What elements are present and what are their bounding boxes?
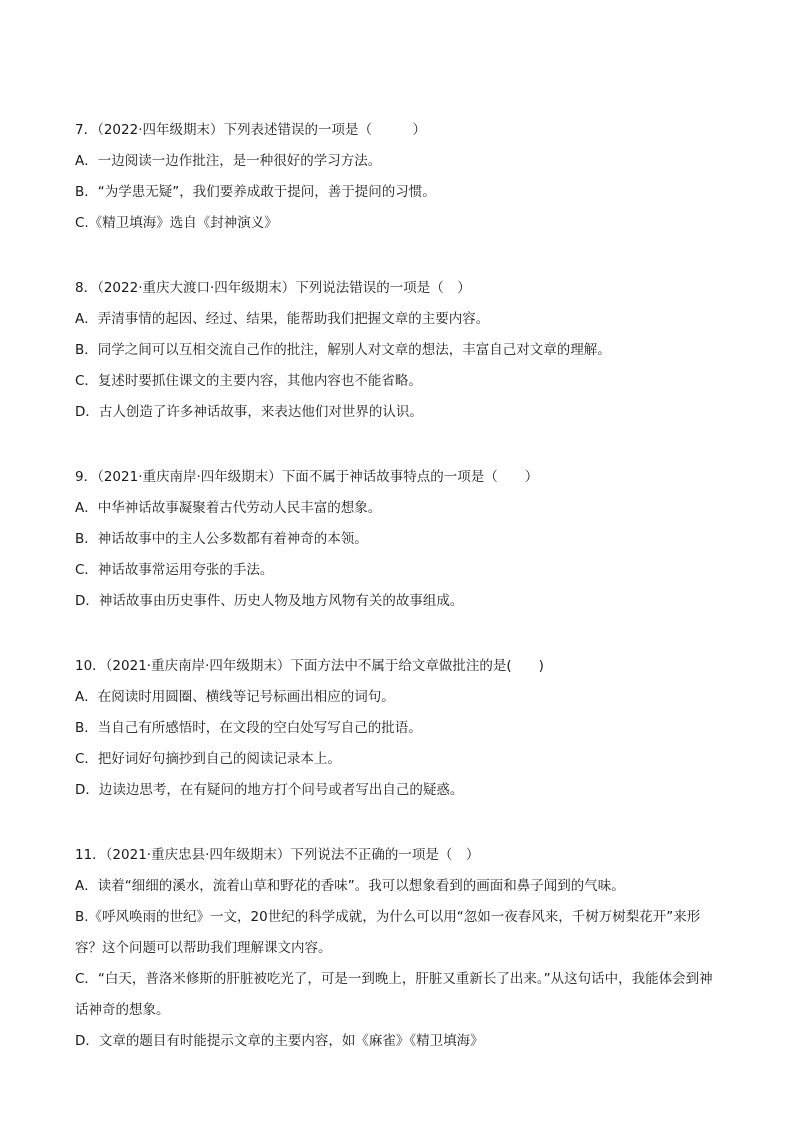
- question-title: 8．（2022·重庆大渡口·四年级期末）下列说法错误的一项是（ ）: [75, 280, 471, 296]
- option-c: C．把好词好句摘抄到自己的阅读记录本上。: [75, 751, 341, 767]
- option-b: B.《呼风唤雨的世纪》一文，20世纪的科学成就，为什么可以用“忽如一夜春风来，千树万树梨花开”来形容？这个问题可以帮助我们理解课文内容。: [75, 909, 701, 956]
- option-b: B．神话故事中的主人公多数都有着神奇的本领。: [75, 531, 368, 547]
- option-a: A．中华神话故事凝聚着古代劳动人民丰富的想象。: [75, 500, 382, 516]
- question-title: 7．（2022·四年级期末）下列表述错误的一项是（ ）: [75, 122, 426, 138]
- option-c: C．“白天，普洛米修斯的肝脏被吃光了，可是一到晚上，肝脏又重新长了出来。”从这句话中，我能体会到神话神奇的想象。: [75, 971, 713, 1018]
- option-b: B．当自己有所感悟时，在文段的空白处写写自己的批语。: [75, 720, 422, 736]
- question-11: [75, 840, 725, 1057]
- option-c: C.《精卫填海》选自《封神演义》: [75, 215, 278, 231]
- question-8: [75, 273, 725, 428]
- question-title: 11．（2021·重庆忠县·四年级期末）下列说法不正确的一项是（ ）: [75, 847, 480, 863]
- option-b: B．“为学患无疑”，我们要养成敢于提问，善于提问的习惯。: [75, 184, 436, 200]
- option-a: A．弄清事情的起因、经过、结果，能帮助我们把握文章的主要内容。: [75, 311, 490, 327]
- option-d: D．古人创造了许多神话故事，来表达他们对世界的认识。: [75, 404, 423, 420]
- option-b: B．同学之间可以互相交流自己作的批注，解别人对文章的想法，丰富自己对文章的理解。: [75, 342, 611, 358]
- question-list: [75, 115, 725, 1091]
- question-10: [75, 651, 725, 806]
- option-c: C．复述时要抓住课文的主要内容，其他内容也不能省略。: [75, 373, 422, 389]
- option-a: A．一边阅读一边作批注，是一种很好的学习方法。: [75, 153, 382, 169]
- option-c: C．神话故事常运用夸张的手法。: [75, 562, 274, 578]
- question-9: [75, 462, 725, 617]
- option-d: D．文章的题目有时能提示文章的主要内容，如《麻雀》《精卫填海》: [75, 1033, 484, 1049]
- question-title: 9．（2021·重庆南岸·四年级期末）下面不属于神话故事特点的一项是（ ）: [75, 469, 539, 485]
- option-d: D．边读边思考，在有疑问的地方打个问号或者写出自己的疑惑。: [75, 782, 464, 798]
- question-7: [75, 115, 725, 239]
- option-a: A．在阅读时用圆圈、横线等记号标画出相应的词句。: [75, 689, 395, 705]
- option-a: A．读着“细细的溪水，流着山草和野花的香味”。我可以想象看到的画面和鼻子闻到的气味。: [75, 878, 625, 894]
- question-title: 10．（2021·重庆南岸·四年级期末）下面方法中不属于给文章做批注的是( ): [75, 658, 544, 674]
- option-d: D．神话故事由历史事件、历史人物及地方风物有关的故事组成。: [75, 593, 464, 609]
